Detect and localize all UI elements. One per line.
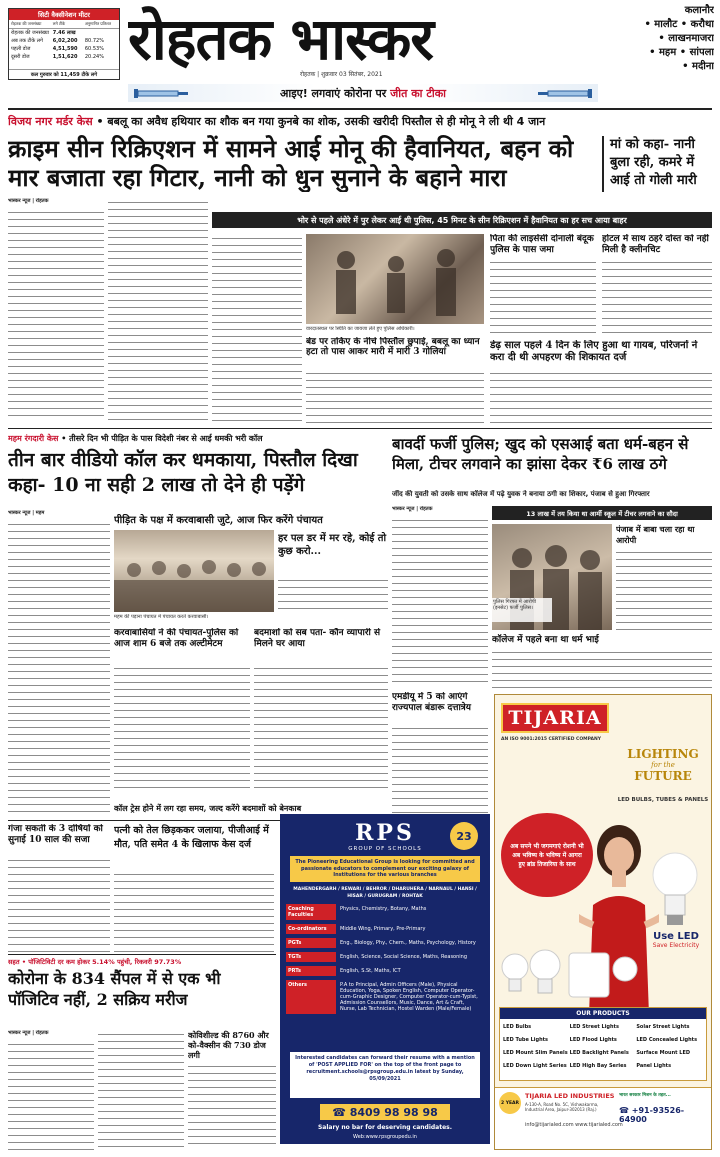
- mdu-headline: एमडीयू में 5 को आएंगे राज्यपाल बंडारू दत्तात्रेय: [392, 692, 471, 713]
- article-text: [188, 1062, 276, 1150]
- article-text: [108, 198, 208, 424]
- vaccine-syringe-icon: [532, 86, 592, 100]
- article-text: [616, 548, 712, 630]
- lead-strap: [8, 114, 712, 130]
- byline: भास्कर न्यूज | रोहतक: [8, 1030, 49, 1036]
- article-text: [490, 369, 712, 424]
- rps-vacancies: [286, 904, 484, 1034]
- tijaria-address: A-130-A, Road No. 5C, Vishwakarma, Industrial Area, Jaipur-302013 (Raj.): [525, 1102, 599, 1112]
- police-subhead-2: कॉलेज में पहले बना था धर्म भाई: [492, 635, 599, 645]
- second-col1: [8, 510, 110, 816]
- product-item: LED Down Light Series: [503, 1063, 567, 1069]
- lead-col7: [490, 369, 712, 424]
- lead-headline: क्राइम सीन रिक्रिएशन में सामने आई मोनू की हैवानियत, बहन को मार बजाता रहा गिटार, नानी को धुन सुनाने के बहाने मारा: [8, 134, 574, 192]
- meter-row: रोहतक की जनसंख्या 7.46 लाख: [11, 30, 76, 36]
- tijaria-cert: AN ISO 9001:2015 CERTIFIED COMPANY: [501, 737, 602, 742]
- photo-caption: वारदातस्थल पर स्थिति का जायजा लेते हुए पुलिस अधिकारी।: [306, 326, 415, 332]
- person-silhouette-icon: [306, 234, 484, 324]
- police-headline: बावर्दी फर्जी पुलिस; खुद को एसआई बता धर्म-बहन से मिला, टीचर लगवाने का झांसा देकर ₹6 लाख ठगे: [392, 435, 689, 473]
- vacancy-row: Others P.A to Principal, Admin Officers (Male), Physical Education, Yoga, Spoken English, Computer Operator-cum-Graphic Designer, Computer Operator-cum-Typist, Admission Counsellors, Music, Dance, Art & Craft, Nurse, Lab Technician, Hostel Warden (Male/Female): [288, 982, 478, 1012]
- tijaria-phone: ☎ +91-93526-64900: [619, 1106, 685, 1124]
- lead-col4: [306, 369, 484, 424]
- product-item: LED Concealed Lights: [636, 1037, 698, 1043]
- product-item: Panel Lights: [636, 1063, 672, 1069]
- vaccination-meter: [8, 8, 120, 80]
- ganja-headline: गंजा सकती के 3 दोषियों को सुनाई 10 साल की सजा: [8, 824, 103, 845]
- bulb-icon: [645, 845, 705, 935]
- article-text: [492, 648, 712, 688]
- police-col2: [616, 548, 712, 630]
- lead-side-headline: मां को कहा- नानी बुला रही, कमरे में आई तो गोली मारी: [602, 136, 714, 192]
- vaccine-slogan-strip: [128, 84, 598, 102]
- vacancy-row: Co-ordinators Middle Wing, Primary, Pre-Primary: [288, 926, 426, 932]
- article-text: [8, 208, 104, 422]
- covid-strap: सहत • पॉजिटिविटी दर कम होकर 5.14% पहुंची, रिकवरी 97.73%: [8, 958, 182, 966]
- product-item: LED Mount Slim Panels: [503, 1050, 568, 1056]
- meter-footer: कल गुरुवार को 11,459 टीके लगे: [9, 69, 119, 79]
- tiny-story-headline: करवाबासियों ने की पंचायत-पुलिस को आज शाम 6 बजे तक अल्टीमेटम: [114, 628, 239, 649]
- lead-banner: भोर से पहले अंधेरे में पुर लेकर आई थी पुलिस, 45 मिनट के सीन रिक्रिएशन में हैवानियत का हर सच आया बाहर: [212, 212, 712, 228]
- vacancy-row: PRTs English, S.St, Maths, ICT: [288, 968, 401, 974]
- edition-cities: कलानौर • मालौट • करौथा • लाखनमाजरा • महम • सांपला • मदीना: [644, 5, 714, 72]
- rps-footer: Interested candidates can forward their resume with a mention of 'POST APPLIED FOR' on the top of the front page to recruitment.schools@rpsgroup.edu.in latest by Sunday, 05/09/2021: [290, 1052, 480, 1098]
- panchayat-photo: [114, 530, 274, 612]
- police-strap: जींद की युवती को उसके साथ कॉलेज में पढ़े युवक ने बनाया ठगी का शिकार, पंजाब से हुआ गिरफ्तार: [392, 490, 650, 498]
- tijaria-web[interactable]: info@tijarialed.com www.tijarialed.com: [525, 1122, 623, 1128]
- products-box: [499, 1007, 707, 1081]
- lead-col2: [108, 198, 208, 424]
- lead-col6: [602, 258, 712, 336]
- product-item: Surface Mount LED: [636, 1050, 691, 1056]
- second-headline: तीन बार वीडियो कॉल कर धमकाया, पिस्तौल दिखा कहा- 10 ना सही 2 लाख तो देने ही पड़ेंगे: [8, 449, 358, 496]
- product-item: LED Tube Lights: [503, 1037, 549, 1043]
- masthead-title: रोहतक भास्कर: [128, 5, 433, 73]
- rps-branches: MAHENDERGARH / REWARI / BEHROR / DHARUHERA / NARNAUL / HANSI / HISAR / GURUGRAM / ROHTAK: [293, 887, 477, 899]
- police-col3: [492, 648, 712, 688]
- lead-col1: [8, 198, 104, 424]
- covid-col1: [8, 1030, 94, 1150]
- rps-badge: 23: [450, 822, 478, 850]
- rps-ad[interactable]: [280, 814, 490, 1144]
- covid-col2: [98, 1030, 184, 1150]
- product-item: LED Backlight Panels: [569, 1050, 629, 1056]
- article-text: [490, 258, 596, 336]
- wife-burn-text: [114, 870, 274, 952]
- article-text: [306, 369, 484, 424]
- tijaria-company: TIJARIA LED INDUSTRIES: [525, 1092, 615, 1100]
- article-text: [212, 234, 302, 424]
- crime-scene-photo: [306, 234, 484, 324]
- tiny-story-text: [254, 664, 388, 794]
- rps-intro: The Pioneering Educational Group is looking for committed and passionate educators to complement our exciting galaxy of Institutions for the various branches: [290, 856, 480, 882]
- use-led-text: Use LED Save Electricity: [652, 931, 700, 949]
- tiny-story-headline: कॉल ट्रेस होने में लग रहा समय, जल्द करेंगे बदमाशों को बेनकाब: [114, 803, 302, 813]
- article-text: [278, 576, 388, 612]
- covid-col3: [188, 1062, 276, 1150]
- tijaria-range: LED BULBS, TUBES & PANELS: [617, 797, 709, 803]
- meter-row: पहली डोज 4,51,590 60.53%: [11, 46, 104, 52]
- tiny-story-headline: बदमाशों को सब पता- कौन व्यापारी से मिलने घर आया: [254, 628, 381, 649]
- rps-phone[interactable]: ☎ 8409 98 98 98: [320, 1104, 450, 1120]
- article-text: [392, 724, 488, 816]
- panchayat-text: [278, 576, 388, 612]
- vaccine-syringe-icon: [134, 86, 194, 100]
- lead-subhead-4: डेढ़ साल पहले 4 दिन के लिए हुआ था गायब, परिजनों ने करा दी थी अपहरण की शिकायत दर्ज: [490, 340, 698, 363]
- article-text: [98, 1030, 184, 1150]
- product-item: LED High Bay Series: [569, 1063, 627, 1069]
- slogan-highlight: जीत का टीका: [390, 86, 447, 100]
- meter-row: अब तक टीके लगे 6,02,200 80.72%: [11, 38, 104, 44]
- article-text: [8, 520, 110, 816]
- meter-row: दूसरी डोज 1,51,620 20.24%: [11, 54, 104, 60]
- tijaria-tagline: LIGHTING for the FUTURE: [627, 747, 699, 783]
- article-text: [254, 664, 388, 794]
- wife-burn-headline: पत्नी को तेल छिड़ककर जलाया, पीजीआई में मौत, पति समेत 4 के खिलाफ केस दर्ज: [114, 825, 269, 850]
- person-silhouette-icon: [114, 530, 274, 612]
- covid-side-headline: कोविशील्ड की 8760 और को-वैक्सीन की 730 डोज लगी: [188, 1030, 269, 1060]
- tijaria-note: भारत सरकार मिशन के तहत...: [619, 1093, 671, 1098]
- article-text: [602, 258, 712, 336]
- product-item: LED Street Lights: [569, 1024, 619, 1030]
- article-text: [392, 516, 488, 688]
- lead-subhead-1: पिता की लाइसेंसी दोनाली बंदूक पुलिस के पास जमा: [490, 234, 594, 255]
- tijaria-ad[interactable]: [494, 694, 712, 1150]
- lead-col5: [490, 258, 596, 336]
- vaccination-meter-title: सिटी वैक्सीनेशन मीटर: [9, 9, 119, 20]
- accused-caption: पुलिस गिरफ्त में आरोपी (इनसेट) फर्जी पुलिस।: [492, 598, 552, 622]
- lead-strap-text: • बबलू का अवैध हथियार का शौक बन गया कुनबे का शोक, उसकी खरीदी पिस्तौल से ही मोनू ने ली थी 4 जान: [96, 115, 546, 128]
- byline: भास्कर न्यूज | रोहतक: [8, 198, 49, 204]
- article-text: [114, 664, 250, 794]
- meter-header: लगे टीके: [52, 21, 66, 26]
- lead-subhead-2: होटल में साथ ठहरे दोस्त को नहीं मिली है क्लीनचिट: [602, 234, 709, 255]
- ganja-text: [8, 856, 110, 952]
- lead-subhead-3: बेड पर तकिए के नीचे पिस्तौल छुपाई, बबलू का ध्यान हटा तो पास आकर मारी में मारी 3 गोलियां: [306, 337, 480, 357]
- article-text: [114, 870, 274, 952]
- meter-header: रोहतक की जनसंख्या: [11, 21, 42, 26]
- bulb-icon: [499, 945, 639, 1005]
- mdu-text: [392, 724, 488, 816]
- police-col1: [392, 506, 488, 688]
- second-kicker: महम रंगदारी केस: [8, 434, 59, 443]
- tijaria-footer: [495, 1087, 711, 1149]
- panchayat-headline: पीड़ित के पक्ष में करवाबासी जुटे, आज फिर करेंगे पंचायत: [114, 515, 323, 526]
- tiny-story-text: [114, 664, 250, 794]
- panchayat-caption: महम की पड़ाना पंचायत में पंचायत करते करवाबासी।: [114, 614, 209, 620]
- slogan-text: आइए! लगवाएं कोरोना पर: [279, 86, 387, 100]
- warranty-badge-icon: 2 YEAR: [499, 1092, 521, 1114]
- rps-salary: Salary no bar for deserving candidates.: [317, 1124, 453, 1131]
- second-strap-text: • तीसरे दिन भी पीड़ित के पास विदेशी नंबर से आई धमकी भरी कॉल: [61, 434, 263, 443]
- vacancy-row: PGTs Eng., Biology, Phy., Chem., Maths, Psychology, History: [288, 940, 476, 946]
- rps-web[interactable]: Web:www.rpsgroupedu.in: [353, 1134, 417, 1140]
- dateline: रोहतक | शुक्रवार 03 सितंबर, 2021: [300, 71, 383, 78]
- second-strap: [8, 432, 388, 446]
- byline: भास्कर न्यूज | रोहतक: [392, 506, 433, 512]
- phone-icon: ☎: [332, 1105, 346, 1119]
- lead-col3: [212, 234, 302, 424]
- product-item: Solar Street Lights: [636, 1024, 690, 1030]
- tijaria-logo: TIJARIA: [501, 703, 609, 733]
- lead-kicker: विजय नगर मर्डर केस: [8, 115, 93, 128]
- product-item: LED Bulbs: [503, 1024, 532, 1030]
- products-title: OUR PRODUCTS: [500, 1008, 706, 1019]
- article-text: [8, 1040, 94, 1150]
- panchayat-quote: हर पल डर में मर रहे, कोई तो कुछ करो...: [278, 533, 387, 557]
- covid-headline: कोरोना के 834 सैंपल में से एक भी पॉजिटिव नहीं, 2 सक्रिय मरीज: [8, 969, 221, 1009]
- rps-logo: RPS GROUP OF SCHOOLS: [348, 820, 422, 852]
- meter-header: अनुमानित प्रतिशत: [84, 21, 111, 26]
- police-banner: 13 लाख में तय किया था आर्मी स्कूल में टीचर लगवाने का सौदा: [492, 506, 712, 520]
- tijaria-promo: अब सपने भी जगमगाएं रोशनी भी अब भविष्य के भविष्य में आगरा हुए ब्रांड तिजारिया के साथ: [501, 813, 593, 897]
- article-text: [8, 856, 110, 952]
- phone-icon: ☎: [619, 1106, 629, 1115]
- byline: भास्कर न्यूज | महम: [8, 510, 45, 516]
- product-item: LED Flood Lights: [569, 1037, 617, 1043]
- police-subhead-1: पंजाब में बाबा चला रहा था आरोपी: [616, 524, 695, 545]
- vacancy-row: TGTs English, Science, Social Science, Maths, Reasoning: [288, 954, 468, 960]
- vacancy-row: Coaching Faculties Physics, Chemistry, Botany, Maths: [288, 906, 427, 918]
